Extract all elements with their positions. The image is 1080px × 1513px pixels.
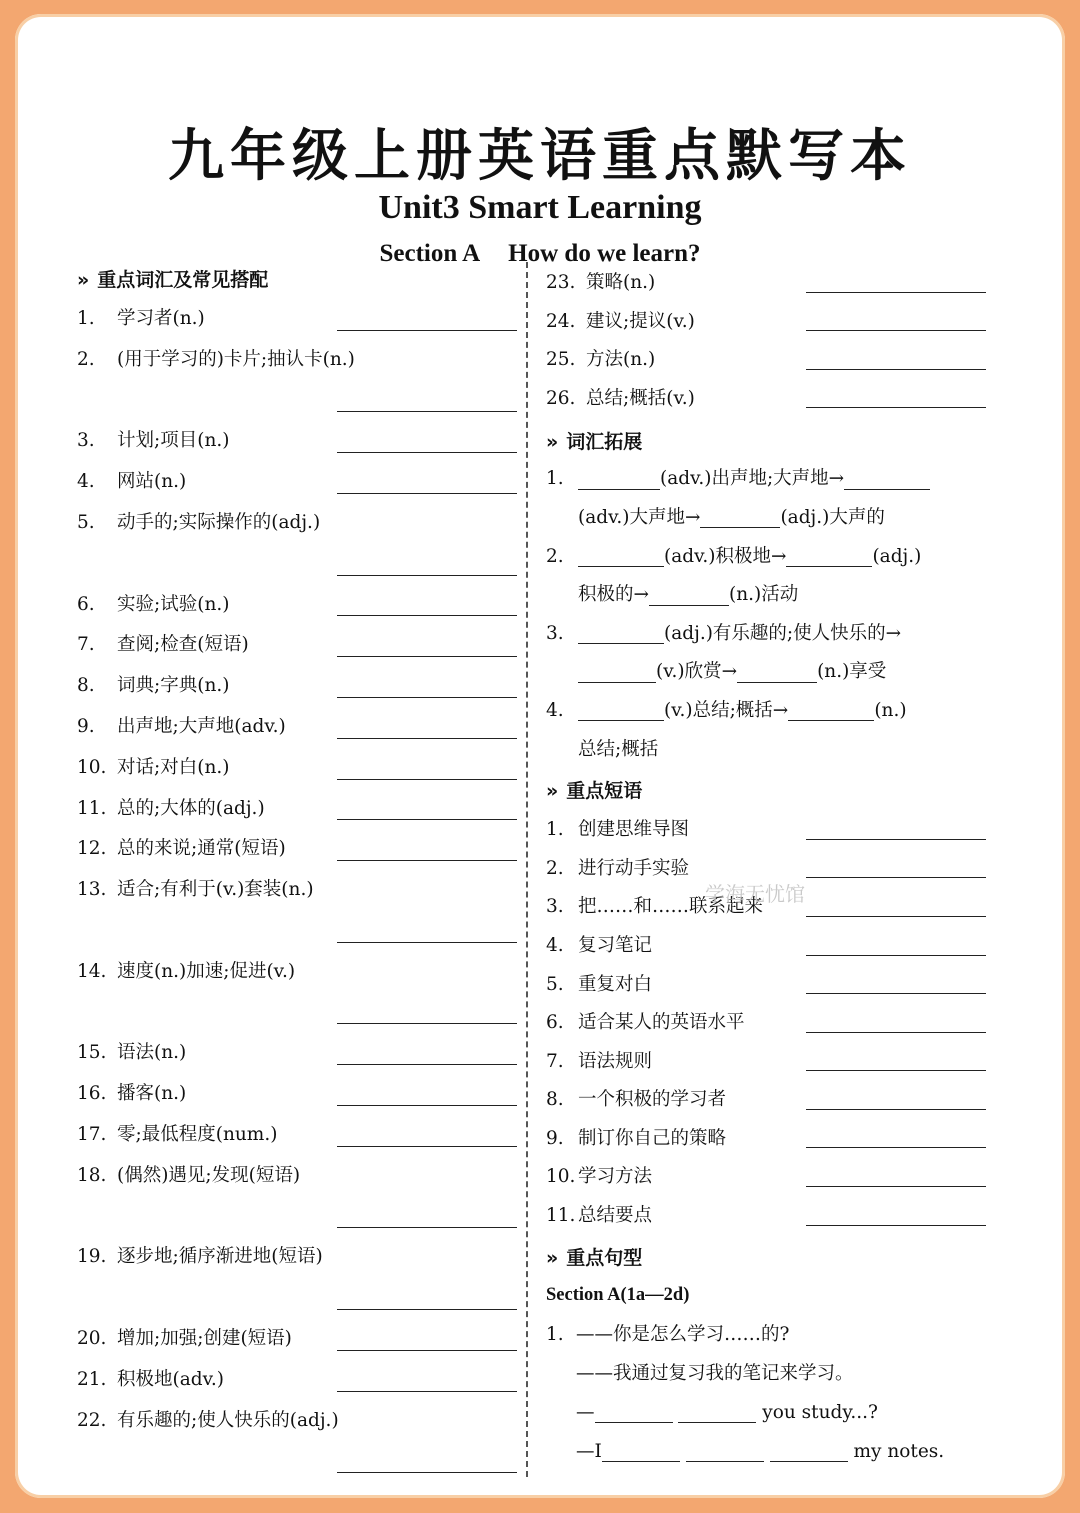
vocab-item (77, 1318, 517, 1359)
vocab-item (77, 951, 517, 1033)
right-column (546, 262, 986, 1471)
answer-blank[interactable] (337, 860, 517, 861)
answer-blank[interactable] (649, 585, 729, 606)
answer-blank[interactable] (686, 1441, 764, 1462)
answer-blank[interactable] (806, 1225, 986, 1226)
vocab-item (77, 584, 517, 625)
vocab-item (77, 624, 517, 665)
vocab-item (77, 828, 517, 869)
answer-blank[interactable] (337, 452, 517, 453)
vocab-item (77, 1400, 517, 1482)
vocab-item (546, 262, 986, 301)
phrase-list (546, 809, 986, 1234)
answer-blank[interactable] (337, 1472, 517, 1473)
vocab-item-label: 10. 对话;对白(n.) (77, 756, 230, 778)
vocab-item-label: 7. 查阅;检查(短语) (77, 634, 249, 656)
sentence-question-en: — you study...? (576, 1401, 878, 1423)
sentences-subsection: Section A(1a—2d) (546, 1284, 690, 1305)
answer-blank[interactable] (844, 469, 930, 490)
vocab-item (77, 298, 517, 339)
vocab-item (77, 869, 517, 951)
expand-item-2b: 积极的→ (n.)活动 (578, 584, 799, 606)
vocab-item (77, 747, 517, 788)
vocab-item (77, 1155, 517, 1237)
vocab-item-label: 11. 总的;大体的(adj.) (77, 797, 265, 819)
vocab-item-label: 26. 总结;概括(v.) (546, 387, 695, 409)
unit-title: Unit3 Smart Learning (378, 189, 702, 226)
answer-blank[interactable] (737, 662, 817, 683)
phrase-item (546, 964, 986, 1003)
double-arrow-icon: » (546, 431, 559, 454)
answer-blank[interactable] (337, 1309, 517, 1310)
answer-blank[interactable] (700, 507, 780, 528)
vocab-list (77, 298, 517, 1481)
answer-blank[interactable] (337, 411, 517, 412)
page-title: 九年级上册英语重点默写本 (168, 124, 912, 189)
answer-blank[interactable] (337, 779, 517, 780)
answer-blank[interactable] (337, 1391, 517, 1392)
vocab-item-label: 13. 适合;有利于(v.)套装(n.) (77, 879, 314, 901)
phrase-item (546, 1118, 986, 1157)
vocab-item (77, 1032, 517, 1073)
vocab-item-label: 15. 语法(n.) (77, 1042, 187, 1064)
phrase-item-label: 1. 创建思维导图 (546, 819, 690, 841)
phrase-item (546, 1195, 986, 1234)
answer-blank[interactable] (806, 877, 986, 878)
answer-blank[interactable] (806, 839, 986, 840)
phrase-item-label: 6. 适合某人的英语水平 (546, 1012, 745, 1034)
answer-blank[interactable] (337, 819, 517, 820)
vocab-item (77, 502, 517, 584)
vocab-item-label: 18. (偶然)遇见;发现(短语) (77, 1164, 301, 1186)
answer-blank[interactable] (602, 1441, 680, 1462)
answer-blank[interactable] (806, 1109, 986, 1110)
answer-blank[interactable] (337, 1023, 517, 1024)
answer-blank[interactable] (806, 369, 986, 370)
vocab-header: » 重点词汇及常见搭配 (77, 269, 269, 291)
phrase-item (546, 1156, 986, 1195)
vocab-item-label: 2. (用于学习的)卡片;抽认卡(n.) (77, 348, 355, 370)
vocab-item-label: 19. 逐步地;循序渐进地(短语) (77, 1246, 323, 1268)
expand-item-1b: (adv.)大声地→ (adj.)大声的 (578, 506, 885, 528)
answer-blank[interactable] (806, 1070, 986, 1071)
double-arrow-icon: » (546, 1246, 559, 1269)
answer-blank[interactable] (578, 662, 656, 683)
vocab-item (77, 1359, 517, 1400)
vocab-item-label: 5. 动手的;实际操作的(adj.) (77, 511, 321, 533)
vocab-item-label: 1. 学习者(n.) (77, 308, 205, 329)
answer-blank[interactable] (678, 1402, 756, 1423)
answer-blank[interactable] (337, 1105, 517, 1106)
answer-blank[interactable] (770, 1441, 848, 1462)
expand-item-2a: 2. (adv.)积极地→ (adj.) (546, 545, 922, 567)
vocab-item (77, 339, 517, 421)
vocab-item (77, 420, 517, 461)
phrase-item-label: 9. 制订你自己的策略 (546, 1127, 727, 1149)
phrase-item (546, 809, 986, 848)
phrase-item-label: 4. 复习笔记 (546, 934, 653, 956)
answer-blank[interactable] (337, 1064, 517, 1065)
vocab-item-label: 12. 总的来说;通常(短语) (77, 838, 286, 860)
answer-blank[interactable] (806, 1186, 986, 1187)
section-question: How do we learn? (508, 240, 701, 267)
vocab-item-label: 16. 播客(n.) (77, 1083, 187, 1105)
expand-item-4b: 总结;概括 (578, 738, 659, 760)
expand-item-4a: 4. (v.)总结;概括→ (n.) (546, 699, 907, 721)
sentences-header: » 重点句型 (546, 1246, 643, 1269)
expand-item-3b: (v.)欣赏→ (n.)享受 (546, 653, 986, 692)
left-column (77, 262, 517, 1481)
answer-blank[interactable] (337, 615, 517, 616)
answer-blank[interactable] (337, 942, 517, 943)
answer-blank[interactable] (337, 1227, 517, 1228)
expand-header: » 词汇拓展 (546, 431, 643, 454)
answer-blank[interactable] (337, 656, 517, 657)
answer-blank[interactable] (337, 575, 517, 576)
phrases-header: » 重点短语 (546, 780, 643, 803)
vocab-item-label: 20. 增加;加强;创建(短语) (77, 1327, 292, 1349)
sentence-question-cn: 1. ——你是怎么学习……的? (546, 1323, 790, 1345)
answer-blank[interactable] (337, 738, 517, 739)
phrase-item-label: 10. 学习方法 (546, 1166, 653, 1188)
answer-blank[interactable] (337, 697, 517, 698)
vocab-item (77, 788, 517, 829)
phrase-item-label: 8. 一个积极的学习者 (546, 1089, 727, 1111)
answer-blank[interactable] (578, 623, 664, 644)
expand-item-1a: 1. (adv.)出声地;大声地→ (546, 460, 986, 499)
answer-blank[interactable] (806, 955, 986, 956)
vocab-item (77, 461, 517, 502)
vocab-item (77, 1236, 517, 1318)
phrase-item-label: 5. 重复对白 (546, 973, 653, 995)
vocab-item-label: 9. 出声地;大声地(adv.) (77, 715, 286, 737)
watermark: 学海无忧馆 (705, 882, 805, 906)
vocab-item-label: 21. 积极地(adv.) (77, 1368, 224, 1390)
vocab-item-label: 4. 网站(n.) (77, 471, 187, 493)
answer-blank[interactable] (806, 1032, 986, 1033)
vocab-list-continued (546, 262, 986, 416)
vocab-item-label: 22. 有乐趣的;使人快乐的(adj.) (77, 1409, 339, 1431)
vocab-item-label: 25. 方法(n.) (546, 349, 656, 371)
vocab-item-label: 17. 零;最低程度(num.) (77, 1123, 278, 1145)
vocab-item (546, 301, 986, 340)
answer-blank[interactable] (578, 469, 660, 490)
answer-blank[interactable] (337, 330, 517, 331)
answer-blank[interactable] (806, 330, 986, 331)
answer-blank[interactable] (337, 1146, 517, 1147)
answer-blank[interactable] (578, 700, 664, 721)
vocab-item (77, 1073, 517, 1114)
answer-blank[interactable] (806, 993, 986, 994)
double-arrow-icon: » (546, 780, 559, 803)
vocab-item (546, 339, 986, 378)
sentence-answer-en: —I my notes. (576, 1440, 945, 1462)
answer-blank[interactable] (806, 1147, 986, 1148)
answer-blank[interactable] (595, 1402, 673, 1423)
phrase-item (546, 925, 986, 964)
sentence-answer-cn: ——我通过复习我的笔记来学习。 (576, 1362, 854, 1384)
phrase-item-label: 11. 总结要点 (546, 1205, 653, 1227)
vocab-item (77, 706, 517, 747)
vocab-item-label: 14. 速度(n.)加速;促进(v.) (77, 960, 296, 982)
answer-blank[interactable] (337, 1350, 517, 1351)
vocab-item (77, 1114, 517, 1155)
column-divider (526, 262, 528, 1477)
answer-blank[interactable] (786, 546, 872, 567)
phrase-item (546, 1002, 986, 1041)
vocab-item-label: 8. 词典;字典(n.) (77, 675, 230, 697)
answer-blank[interactable] (806, 292, 986, 293)
answer-blank[interactable] (578, 546, 664, 567)
answer-blank[interactable] (337, 493, 517, 494)
vocab-item (77, 665, 517, 706)
phrase-item (546, 1079, 986, 1118)
phrase-item-label: 7. 语法规则 (546, 1050, 653, 1072)
answer-blank[interactable] (788, 700, 874, 721)
phrase-item-label: 3. 把……和……联系起来 (546, 896, 764, 918)
double-arrow-icon: » (77, 269, 90, 291)
phrase-item (546, 1041, 986, 1080)
section-label: Section A (379, 240, 481, 267)
vocab-item-label: 23. 策略(n.) (546, 272, 656, 293)
vocab-item-label: 3. 计划;项目(n.) (77, 430, 230, 452)
vocab-item-label: 24. 建议;提议(v.) (546, 310, 695, 332)
expand-item-3a: 3. (adj.)有乐趣的;使人快乐的→ (546, 622, 902, 644)
answer-blank[interactable] (806, 407, 986, 408)
phrase-item-label: 2. 进行动手实验 (546, 857, 690, 879)
vocab-item-label: 6. 实验;试验(n.) (77, 593, 230, 615)
answer-blank[interactable] (806, 916, 986, 917)
vocab-item (546, 378, 986, 417)
